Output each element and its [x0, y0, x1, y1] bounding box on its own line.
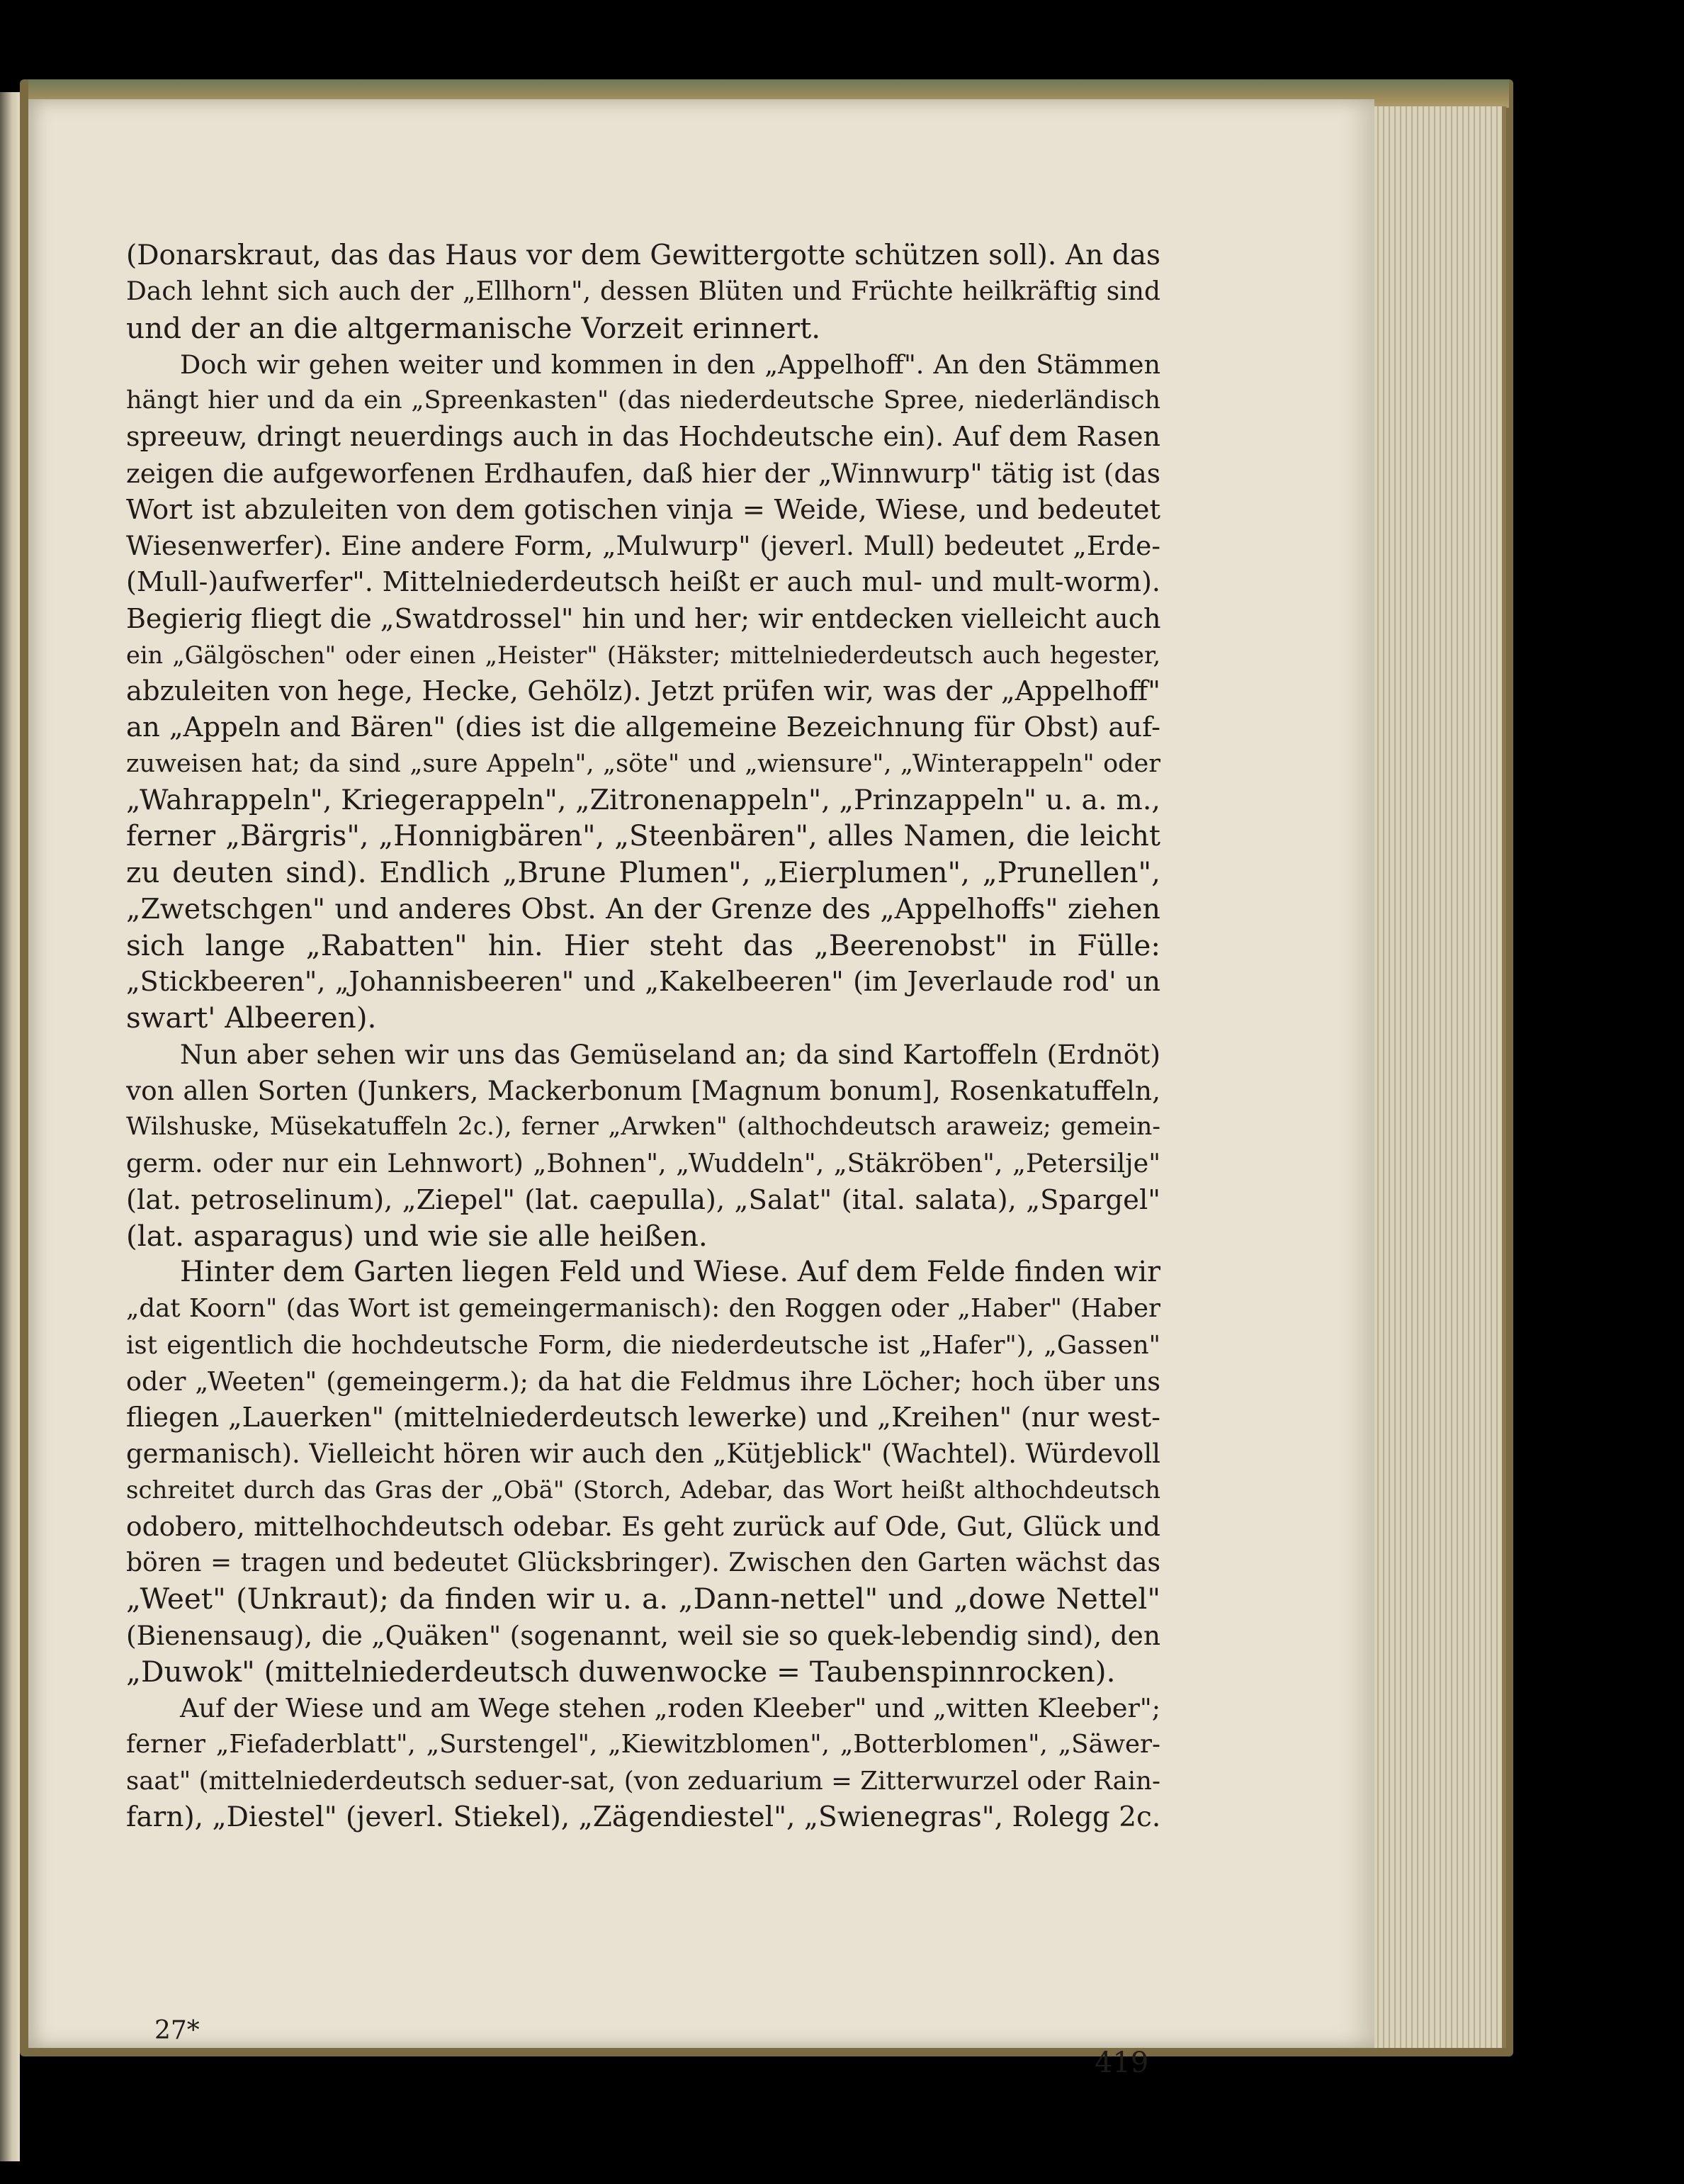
text-line: Nun aber sehen wir uns das Gemüseland an; da sind Kartoffeln (Erdnöt)	[180, 1038, 1160, 1070]
text-line: (Mull-)aufwerfer". Mittelniederdeutsch heißt er auch mul- und mult-worm).	[126, 566, 1160, 598]
text-line: Wilshuske, Müsekatuffeln 2c.), ferner „Arwken" (althochdeutsch araweiz; gemein-	[126, 1113, 1160, 1141]
text-line: bören = tragen und bedeutet Glücksbringer). Zwischen den Garten wächst das	[126, 1548, 1160, 1577]
text-line: ein „Gälgöschen" oder einen „Heister" (Häkster; mittelniederdeutsch auch hegester,	[126, 641, 1160, 669]
text-line: odobero, mittelhochdeutsch odebar. Es geht zurück auf Ode, Gut, Glück und	[126, 1510, 1160, 1542]
text-line: zuweisen hat; da sind „sure Appeln", „söte" und „wiensure", „Winterappeln" oder	[126, 749, 1160, 778]
text-line: Wiesenwerfer). Eine andere Form, „Mulwurp" (jeverl. Mull) bedeutet „Erde-	[126, 530, 1160, 561]
text-line: zeigen die aufgeworfenen Erdhaufen, daß hier der „Winnwurp" tätig ist (das	[126, 457, 1160, 489]
text-line: zu deuten sind). Endlich „Brune Plumen", „Eierplumen", „Prunellen",	[126, 855, 1160, 890]
text-line: Dach lehnt sich auch der „Ellhorn", dessen Blüten und Früchte heilkräftig sind	[126, 277, 1160, 307]
text-line: Wort ist abzuleiten von dem gotischen vinja = Weide, Wiese, und bedeutet	[126, 493, 1160, 526]
text-line: Doch wir gehen weiter und kommen in den „Appelhoff". An den Stämmen	[180, 349, 1160, 380]
signature-mark: 27*	[154, 2016, 200, 2045]
text-line: hängt hier und da ein „Spreenkasten" (das niederdeutsche Spree, niederländisch	[126, 386, 1160, 415]
text-line: germanisch). Vielleicht hören wir auch den „Kütjeblick" (Wachtel). Würdevoll	[126, 1439, 1160, 1470]
page-number: 419	[1095, 2047, 1149, 2079]
text-line: swart' Albeeren).	[126, 1001, 377, 1035]
text-line: „Zwetschgen" und anderes Obst. An der Grenze des „Appelhoffs" ziehen	[126, 892, 1160, 925]
previous-page-edge	[0, 92, 20, 2161]
text-line: (lat. asparagus) und wie sie alle heißen.	[126, 1218, 708, 1253]
text-line: an „Appeln and Bären" (dies ist die allgemeine Bezeichnung für Obst) auf-	[126, 711, 1160, 744]
text-line: farn), „Diestel" (jeverl. Stiekel), „Zägendiestel", „Swienegras", Rolegg 2c.	[126, 1801, 1160, 1833]
text-line: germ. oder nur ein Lehnwort) „Bohnen", „Wuddeln", „Stäkröben", „Petersilje"	[126, 1148, 1160, 1179]
text-line: Begierig fliegt die „Swatdrossel" hin und her; wir entdecken vielleicht auch	[126, 602, 1160, 634]
text-line: saat" (mittelniederdeutsch seduer-sat, (von zeduarium = Zitterwurzel oder Rain-	[126, 1766, 1160, 1796]
page-body-text	[126, 237, 1160, 1835]
text-line: von allen Sorten (Junkers, Mackerbonum [Magnum bonum], Rosenkatuffeln,	[126, 1074, 1160, 1106]
text-line: ist eigentlich die hochdeutsche Form, die niederdeutsche ist „Hafer"), „Gassen"	[126, 1330, 1160, 1360]
text-line: ferner „Fiefaderblatt", „Surstengel", „Kiewitzblomen", „Botterblomen", „Säwer-	[126, 1730, 1160, 1760]
text-line: (Bienensaug), die „Quäken" (sogenannt, weil sie so quek-lebendig sind), den	[126, 1619, 1160, 1651]
text-line: (Donarskraut, das das Haus vor dem Gewittergotte schützen soll). An das	[126, 240, 1160, 271]
text-line: fliegen „Lauerken" (mittelniederdeutsch lewerke) und „Kreihen" (nur west-	[126, 1402, 1160, 1433]
text-line: „Stickbeeren", „Johannisbeeren" und „Kakelbeeren" (im Jeverlaude rod' un	[126, 966, 1160, 997]
text-line: „dat Koorn" (das Wort ist gemeingermanisch): den Roggen oder „Haber" (Haber	[126, 1294, 1160, 1324]
text-line: sich lange „Rabatten" hin. Hier steht das „Beerenobst" in Fülle:	[126, 928, 1160, 962]
text-line: Hinter dem Garten liegen Feld und Wiese. Auf dem Felde finden wir	[180, 1256, 1160, 1288]
text-line: oder „Weeten" (gemeingerm.); da hat die Feldmus ihre Löcher; hoch über uns	[126, 1366, 1160, 1397]
text-line: „Wahrappeln", Kriegerappeln", „Zitronenappeln", „Prinzappeln" u. a. m.,	[126, 783, 1160, 816]
text-line: spreeuw, dringt neuerdings auch in das Hochdeutsche ein). Auf dem Rasen	[126, 421, 1160, 453]
text-line: schreitet durch das Gras der „Obä" (Storch, Adebar, das Wort heißt althochdeutsch	[126, 1475, 1160, 1504]
text-line: „Weet" (Unkraut); da finden wir u. a. „Dann-nettel" und „dowe Nettel"	[126, 1582, 1160, 1616]
text-line: ferner „Bärgris", „Honnigbären", „Steenbären", alles Namen, die leicht	[126, 820, 1160, 852]
text-line: und der an die altgermanische Vorzeit erinnert.	[126, 310, 821, 345]
book-page	[28, 99, 1374, 2079]
text-line: (lat. petroselinum), „Ziepel" (lat. caepulla), „Salat" (ital. salata), „Spargel"	[126, 1183, 1160, 1216]
text-line: Auf der Wiese und am Wege stehen „roden Kleeber" und „witten Kleeber";	[180, 1693, 1160, 1723]
text-line: abzuleiten von hege, Hecke, Gehölz). Jetzt prüfen wir, was der „Appelhoff"	[126, 675, 1160, 707]
text-line: „Duwok" (mittelniederdeutsch duwenwocke = Taubenspinnrocken).	[126, 1654, 1116, 1689]
